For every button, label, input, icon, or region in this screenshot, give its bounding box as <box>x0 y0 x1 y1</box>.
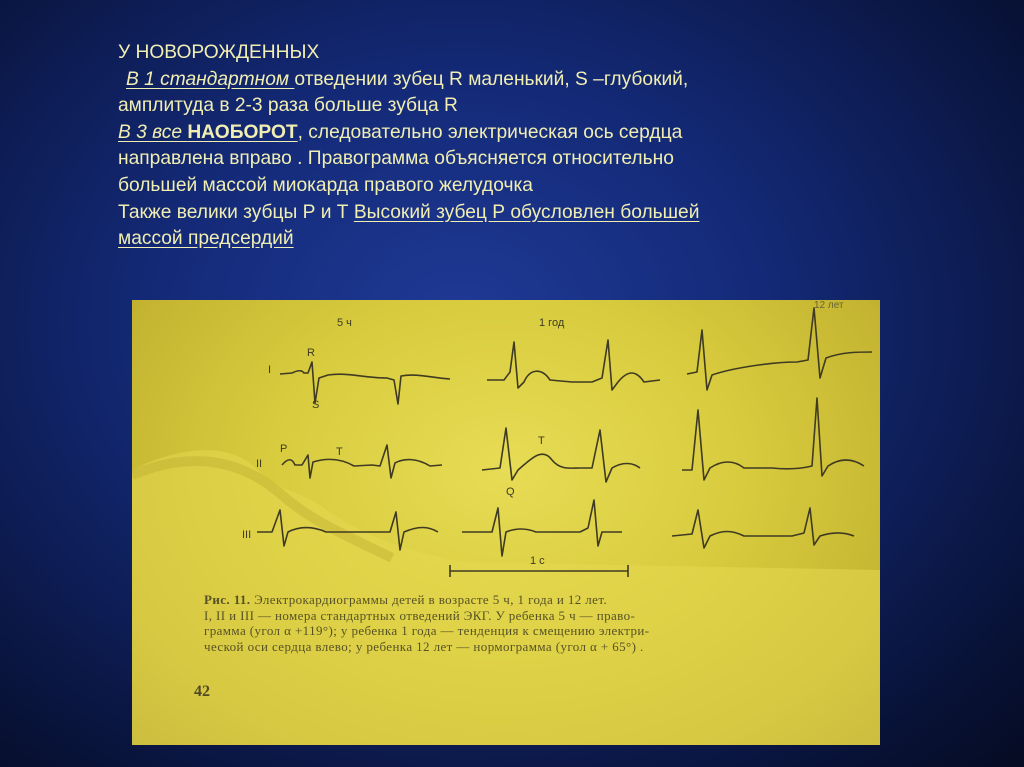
caption-line-1 <box>204 592 880 608</box>
wave-label-r: R <box>307 347 315 359</box>
lead-3-italic: В 3 все <box>118 121 188 143</box>
lead-label-3: III <box>242 529 252 541</box>
link-atrial-mass[interactable]: массой предсердий <box>118 228 294 250</box>
ekg-photo <box>132 300 880 745</box>
link-standard-lead-1[interactable]: В 1 стандартном <box>126 68 295 90</box>
ekg-trace-1y-lead-3 <box>462 500 622 556</box>
text-line-7 <box>118 200 838 227</box>
ekg-trace-12y-lead-1 <box>687 308 872 390</box>
text-line-5: направлена вправо . Правограмма объясняется относительно <box>118 148 674 170</box>
text-line-7-plain: Также велики зубцы Р и Т <box>118 201 354 223</box>
lead-label-2: II <box>256 458 263 470</box>
wave-label-s: S <box>312 399 320 411</box>
text-line-3: амплитуда в 2-3 раза больше зубца R <box>118 95 458 117</box>
text-line-4-rest: , следовательно электрическая ось сердца <box>297 121 683 143</box>
wave-label-p: P <box>280 443 288 455</box>
caption-line-4: ческой оси сердца влево; у ребенка 12 лет — нормограмма (угол α + 65°) . <box>204 638 644 654</box>
ekg-trace-5h-lead-1 <box>280 362 450 404</box>
slide-text <box>118 40 838 253</box>
text-line-8 <box>118 226 838 253</box>
lead-label-1: I <box>268 364 272 376</box>
col-label-5h: 5 ч <box>337 317 352 329</box>
ekg-trace-12y-lead-3 <box>672 508 854 548</box>
text-line-2-rest: отведении зубец R маленький, S –глубокий, <box>294 68 689 90</box>
wave-label-t-left: T <box>336 446 343 458</box>
caption-line-3: грамма (угол α +119°); у ребенка 1 года — тенденция к смещению электри- <box>204 623 650 638</box>
heading: У НОВОРОЖДЕННЫХ <box>118 42 320 63</box>
caption-line-2: I, II и III — номера стандартных отведений ЭКГ. У ребенка 5 ч — право- <box>204 607 636 623</box>
ekg-traces <box>132 300 880 745</box>
text-line-2 <box>118 67 838 94</box>
col-label-1y: 1 год <box>539 317 565 329</box>
ekg-trace-12y-lead-2 <box>682 398 864 480</box>
text-line-4 <box>118 120 838 147</box>
ekg-trace-1y-lead-1 <box>487 340 660 390</box>
link-high-p-wave[interactable]: Высокий зубец Р обусловлен большей <box>353 201 700 223</box>
wave-label-q: Q <box>506 486 515 498</box>
ekg-trace-1y-lead-2 <box>482 428 640 482</box>
col-label-12y: 12 лет <box>814 300 844 311</box>
caption-figure-number: Рис. 11. <box>204 592 251 607</box>
figure-caption <box>204 592 880 654</box>
opposite-bold: НАОБОРОТ <box>187 121 298 143</box>
wave-label-t-mid: T <box>538 435 545 447</box>
scale-label: 1 с <box>530 555 545 567</box>
ekg-trace-5h-lead-2 <box>282 445 442 478</box>
text-line-6: большей массой миокарда правого желудочка <box>118 174 533 196</box>
caption-line-1-rest: Электрокардиограммы детей в возрасте 5 ч, 1 года и 12 лет. <box>250 592 608 607</box>
page-number: 42 <box>194 683 210 700</box>
